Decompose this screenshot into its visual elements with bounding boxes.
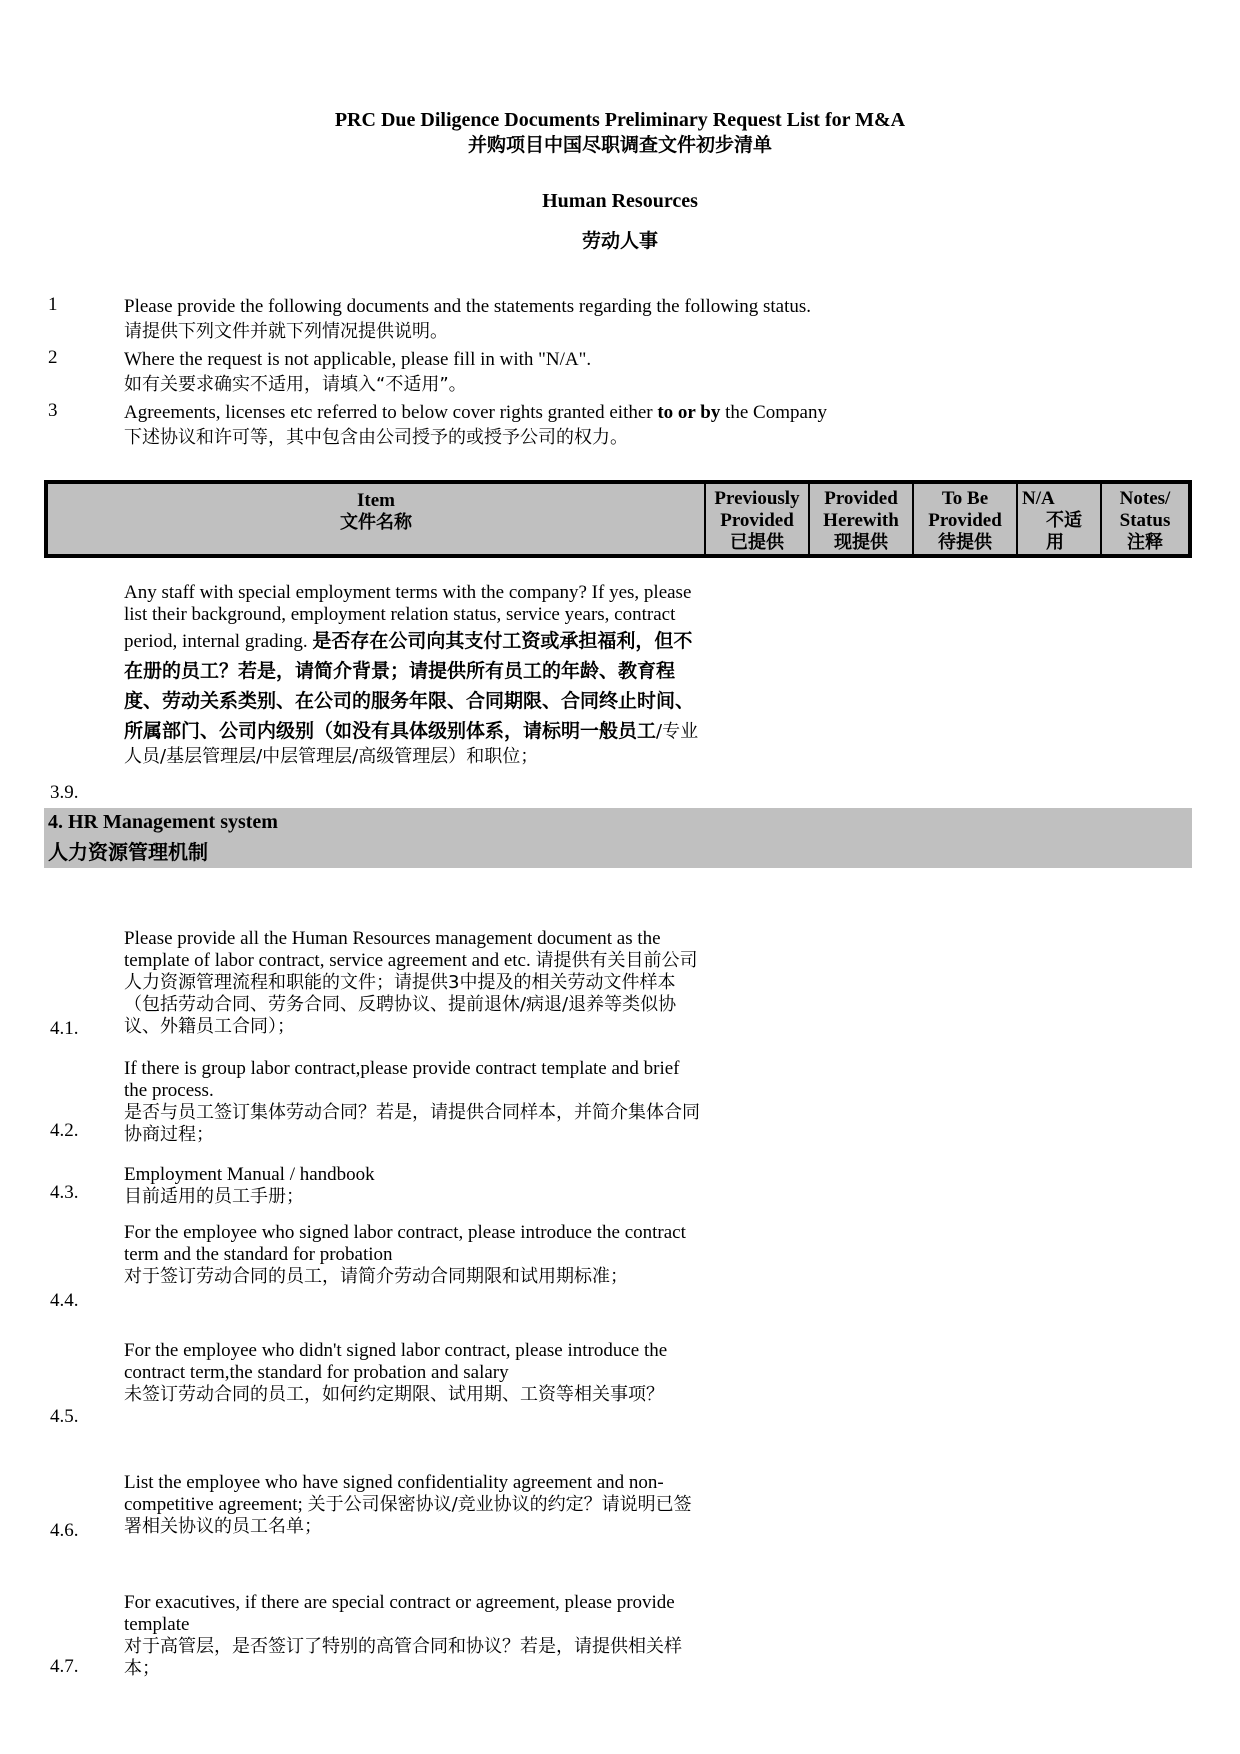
column-header-provided-herewith: Provided Herewith 现提供: [810, 484, 914, 554]
request-item-number: 4.3.: [50, 1182, 79, 1203]
column-header-na: N/A 不适 用: [1018, 484, 1102, 554]
request-item-number: 4.2.: [50, 1120, 79, 1141]
note-text: [124, 400, 1024, 450]
column-header-previously-provided: Previously Provided 已提供: [706, 484, 810, 554]
request-item-text: If there is group labor contract,please provide contract template and brief the process. 是否与员工签订集体劳动合同？若是，请提供合同样本，并简介集体合同协商过程；: [124, 1058, 700, 1145]
note-text-en: Where the request is not applicable, please fill in with "N/A".: [124, 349, 592, 370]
note-text-en: Please provide the following documents and the statements regarding the following status.: [124, 296, 812, 317]
note-number: 1: [48, 294, 58, 315]
request-item-number: 4.1.: [50, 1018, 79, 1039]
column-header-notes-status: Notes/ Status 注释: [1119, 488, 1171, 553]
section-title-cn: 劳动人事: [581, 230, 658, 252]
note-text-cn: 如有关要求确实不适用，请填入“不适用”。: [124, 374, 467, 395]
note-number: 3: [48, 400, 58, 421]
request-item-text: Employment Manual / handbook 目前适用的员工手册；: [124, 1164, 375, 1207]
note-text-cn: 请提供下列文件并就下列情况提供说明。: [124, 321, 448, 342]
request-item-number: 4.5.: [50, 1406, 79, 1427]
request-item-text: [124, 582, 704, 768]
table-header: [44, 480, 1192, 558]
column-header-item: Item 文件名称: [48, 484, 706, 554]
request-item-text: For the employee who didn't signed labor contract, please introduce the contract term,the standard for probation and salary 未签订劳动合同的员工，如何约定期限、试用期、工资等相关事项？: [124, 1340, 668, 1405]
request-item-number: 4.7.: [50, 1656, 79, 1677]
request-item-number: 4.6.: [50, 1520, 79, 1541]
note-text: [124, 294, 1024, 344]
section-band: [44, 808, 1192, 868]
section-title-en: Human Resources: [542, 190, 698, 212]
note-text-en: Agreements, licenses etc referred to below cover rights granted either to or by the Company: [124, 402, 827, 423]
section-heading-en: 4. HR Management system: [48, 811, 278, 833]
request-item-text-cn-bold: 是否存在公司向其支付工资或承担福利，但不在册的员工？若是，请简介背景；请提供所有员工的年龄、教育程度、劳动关系类别、在公司的服务年限、合同期限、合同终止时间、所属部门、公司内级别（如没有具体级别体系，请标明一般员工: [124, 630, 695, 742]
note-text: [124, 347, 1024, 397]
document-title-en: PRC Due Diligence Documents Preliminary Request List for M&A: [334, 109, 906, 131]
request-item-number: 4.4.: [50, 1290, 79, 1311]
request-item-number: 3.9.: [50, 782, 79, 803]
document-title-cn: 并购项目中国尽职调查文件初步清单: [467, 134, 772, 156]
section-heading-cn: 人力资源管理机制: [48, 840, 208, 864]
request-item-text: For exacutives, if there are special contract or agreement, please provide template 对于高管层，是否签订了特别的高管合同和协议？若是，请提供相关样本；: [124, 1592, 682, 1679]
request-item-text: Please provide all the Human Resources management document as the template of labor contract, service agreement and etc. 请提供有关目前公司人力资源管理流程和职能的文件；请提供3中提及的相关劳动文件样本（包括劳动合同、劳务合同、反聘协议、提前退休/病退/退养等类似协议、外籍员工合同）；: [124, 928, 698, 1037]
request-item-text-cn: /专业人员/基层管理层/中层管理层/高级管理层）和职位；: [124, 721, 699, 767]
request-item-text: List the employee who have signed confidentiality agreement and non-competitive agreement; 关于公司保密协议/竞业协议的约定？请说明已签署相关协议的员工名单；: [124, 1472, 692, 1537]
note-number: 2: [48, 347, 58, 368]
column-header-to-be-provided: To Be Provided 待提供: [914, 484, 1018, 554]
request-item-text-en: Any staff with special employment terms with the company? If yes, please list their background, employment relation status, service years, contract period, internal grading.: [124, 582, 692, 652]
note-text-cn: 下述协议和许可等，其中包含由公司授予的或授予公司的权力。: [124, 427, 628, 448]
request-item-text: For the employee who signed labor contract, please introduce the contract term and the standard for probation 对于签订劳动合同的员工，请简介劳动合同期限和试用期标准；: [124, 1222, 686, 1287]
